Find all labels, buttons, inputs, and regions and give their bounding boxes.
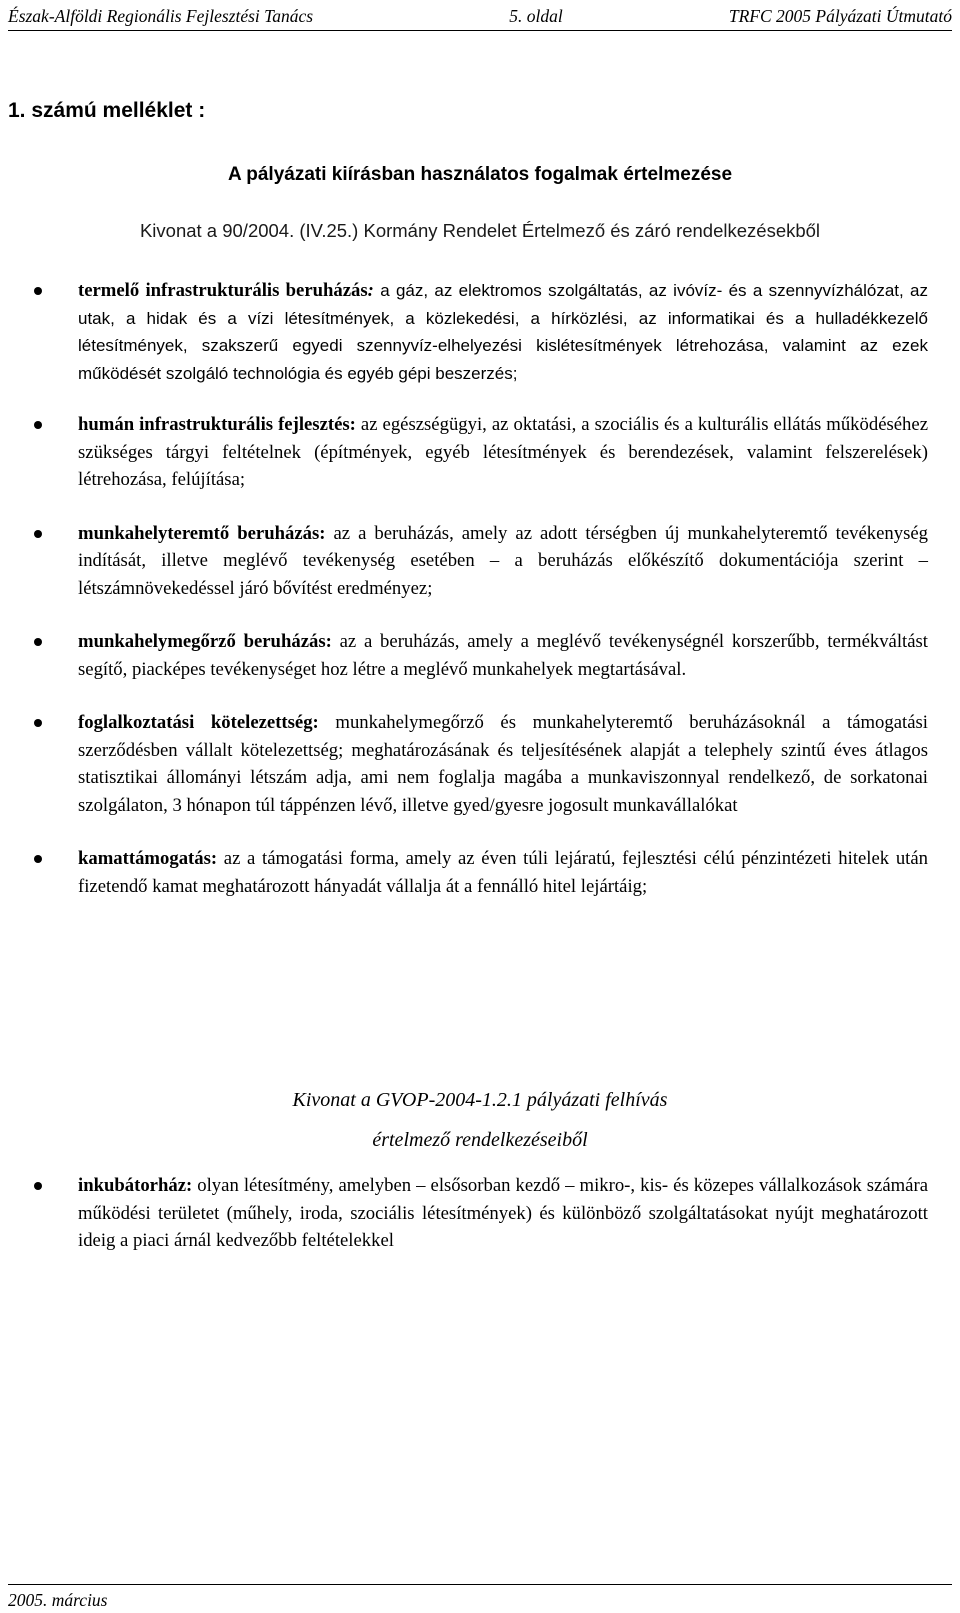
bullet-icon [34, 421, 42, 429]
header-organization: Észak-Alföldi Regionális Fejlesztési Tanács [8, 6, 314, 26]
definition-text: olyan létesítmény, amelyben – elsősorban kezdő – mikro-, kis- és közepes vállalkozások számára működési területet (műhely, iroda, szociális létesítmények) és különböző szolgáltatásokat nyújt meghatározott ideig a piaci árnál kedvezőbb feltételekkel [78, 1175, 928, 1251]
bullet-icon [34, 287, 42, 295]
definition-term: munkahelymegőrző beruházás: [78, 631, 332, 652]
bullet-icon [34, 530, 42, 538]
definition-term: foglalkoztatási kötelezettség: [78, 712, 319, 733]
gvop-extract-heading-line2: értelmező rendelkezéseiből [372, 1129, 588, 1151]
definition-term: munkahelyteremtő beruházás: [78, 522, 326, 544]
bullet-icon [34, 855, 42, 863]
definition-item [0, 709, 928, 819]
definition-list [0, 277, 960, 900]
definition-item [0, 277, 928, 387]
document-title: A pályázati kiírásban használatos fogalmak értelmezése [227, 164, 733, 185]
definition-term: inkubátorház: [78, 1175, 193, 1196]
definition-text: az a beruházás, amely az adott térségben új munkahelyteremtő tevékenység indítását, illetve meglévő tevékenység esetében – a beruházás előkészítő dokumentációja szerint – létszámnövekedéssel járó bővítést eredményez; [78, 522, 928, 599]
definition-text: az egészségügyi, az oktatási, a szociális és a kulturális ellátás működéséhez szükséges tárgyi feltételnek (építmények, egyéb létesítmények és berendezések, valamint felszerelések) létrehozása, felújítása; [78, 414, 928, 490]
extract-title: Kivonat a 90/2004. (IV.25.) Kormány Rendelet Értelmező és záró rendelkezésekből [139, 220, 821, 241]
annex-title: 1. számú melléklet : [8, 99, 206, 122]
definition-item [0, 411, 928, 494]
definition-item [0, 520, 928, 603]
definition-item [0, 628, 928, 683]
definition-separator: : [367, 280, 374, 301]
header-page-number: 5. oldal [509, 6, 563, 26]
bullet-icon [34, 1182, 42, 1190]
bullet-icon [34, 638, 42, 646]
definition-item [0, 1172, 928, 1255]
definition-text: az a támogatási forma, amely az éven túli lejáratú, fejlesztési célú pénzintézeti hitelek után fizetendő kamat meghatározott hányadát vállalja át a fennálló hitel lejártáig; [78, 848, 928, 897]
page-header [8, 4, 952, 31]
definition-text: az a beruházás, amely a meglévő tevékenységnél korszerűbb, termékváltást segítő, piacképes tevékenységet hoz létre a meglévő munkahelyek megtartásával. [78, 631, 928, 680]
definition-text: a gáz, az elektromos szolgáltatás, az ivóvíz- és a szennyvízhálózat, az utak, a hidak és a vízi létesítmények, a közlekedési, a hírközlési, az informatikai és a hulladékkezelő létesítmények, szakszerű egyedi szennyvíz-elhelyezési kislétesítmények létrehozása, valamint az ezek működését szolgáló technológia és egyéb gépi beszerzés; [78, 281, 928, 383]
header-document-name: TRFC 2005 Pályázati Útmutató [728, 6, 952, 26]
definition-text: munkahelymegőrző és munkahelyteremtő beruházásoknál a támogatási szerződésben vállalt kötelezettség; meghatározásának és teljesítésének alapját a telephely szintű éves átlagos statisztikai állományi létszám adja, ami nem foglalja magába a munkaviszonnyal rendelkező, de sorkatonai szolgálaton, 3 hónapon túl táppénzen lévő, illetve gyed/gyesre jogosult munkavállalókat [78, 712, 928, 816]
gvop-extract-heading-line1: Kivonat a GVOP-2004-1.2.1 pályázati felhívás [292, 1089, 668, 1111]
definition-item [0, 845, 928, 900]
bullet-icon [34, 719, 42, 727]
definition-list-gvop [0, 1172, 960, 1255]
definition-term: kamattámogatás: [78, 848, 218, 869]
definition-term: termelő infrastrukturális beruházás [78, 280, 368, 301]
page-footer-date: 2005. március [8, 1584, 952, 1611]
definition-term: humán infrastrukturális fejlesztés: [78, 414, 356, 435]
